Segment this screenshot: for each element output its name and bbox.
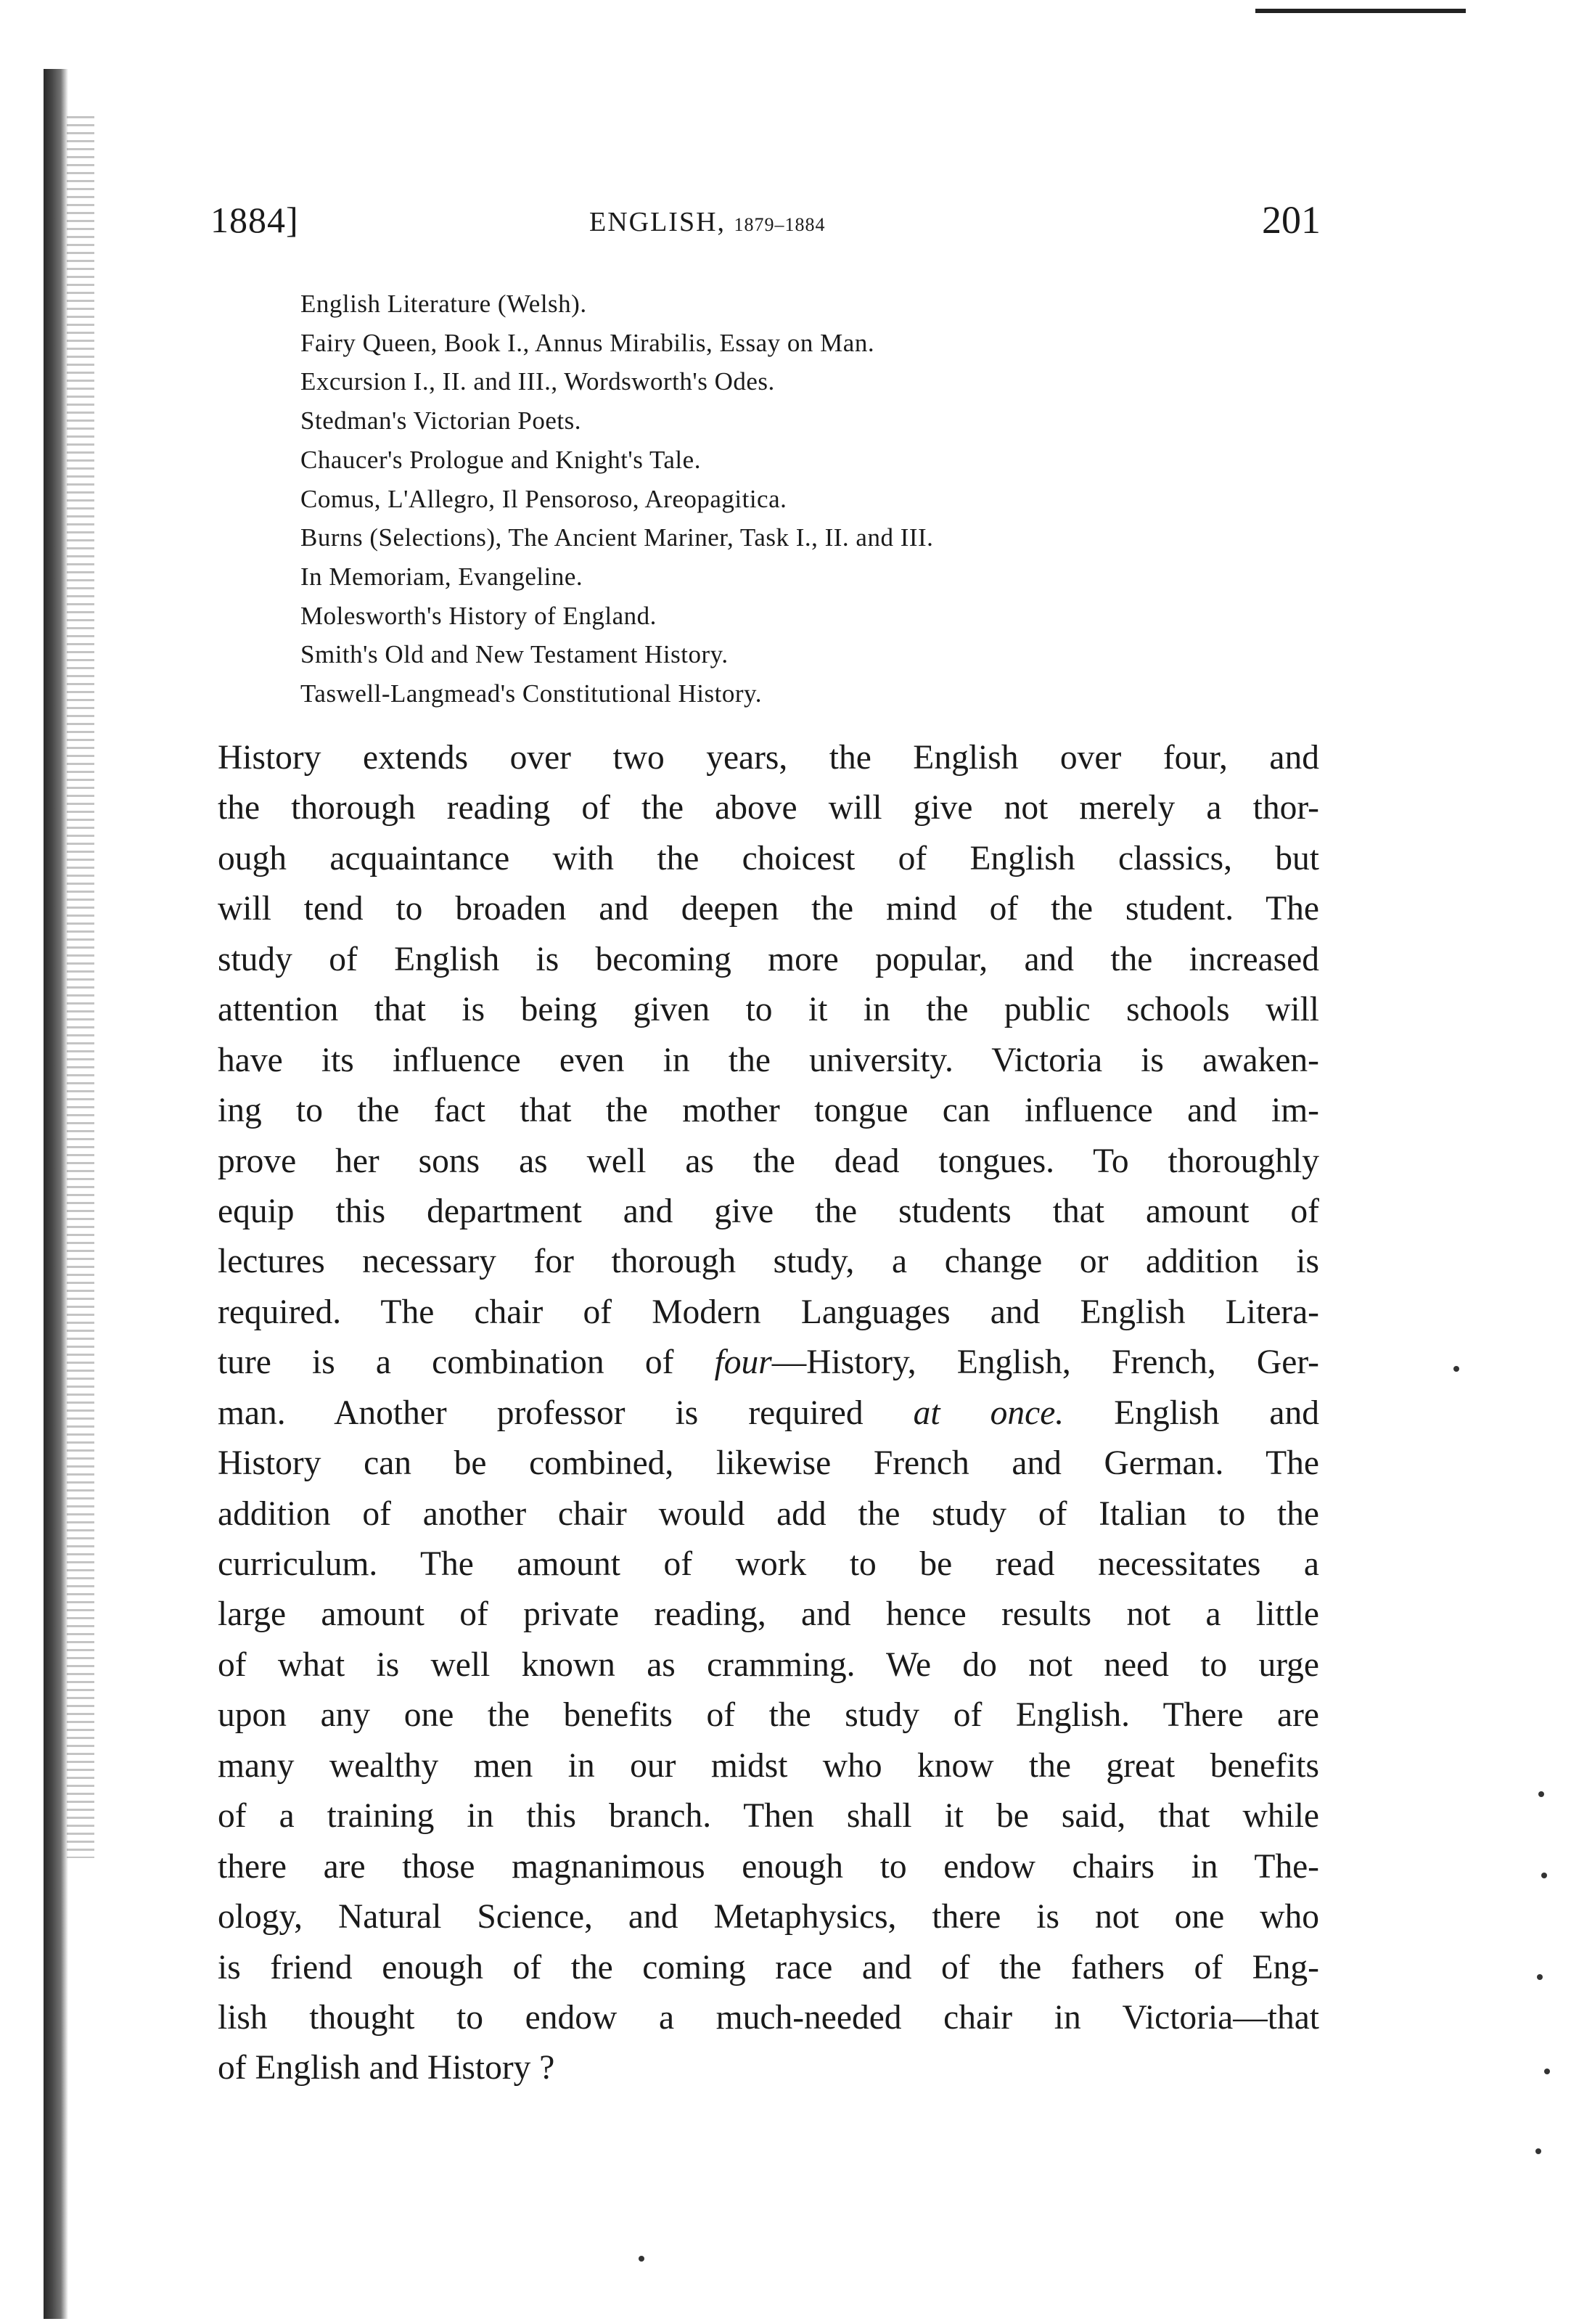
- running-head-dates: 1879–1884: [734, 214, 826, 235]
- paragraph-line: the thorough reading of the above will give not merely a thor-: [218, 789, 1319, 827]
- paragraph-line: curriculum. The amount of work to be read necessitates a: [218, 1545, 1319, 1583]
- paragraph-line: many wealthy men in our midst who know the great benefits: [218, 1746, 1319, 1785]
- reading-list-item: In Memoriam, Evangeline.: [300, 562, 583, 591]
- paragraph-line: History can be combined, likewise French and German. The: [218, 1444, 1319, 1483]
- paragraph-line: addition of another chair would add the study of Italian to the: [218, 1494, 1319, 1533]
- margin-speck: [639, 2256, 644, 2262]
- paragraph-line: lish thought to endow a much-needed chair in Victoria—that: [218, 1998, 1319, 2037]
- reading-list-item: Stedman's Victorian Poets.: [300, 406, 581, 435]
- paragraph-line: ology, Natural Science, and Metaphysics, there is not one who: [218, 1898, 1319, 1936]
- line-text: man. Another professor is required: [218, 1394, 914, 1432]
- running-head-title: [589, 206, 826, 238]
- paragraph-line: study of English is becoming more popular, and the increased: [218, 940, 1319, 978]
- page-number: 201: [1262, 198, 1321, 242]
- paragraph-line: will tend to broaden and deepen the mind of the student. The: [218, 890, 1319, 928]
- paragraph-line: History extends over two years, the English over four, and: [218, 739, 1319, 777]
- reading-list-item: Burns (Selections), The Ancient Mariner, Task I., II. and III.: [300, 523, 934, 552]
- paragraph-line: of a training in this branch. Then shall it be said, that while: [218, 1797, 1319, 1836]
- reading-list: [300, 285, 933, 713]
- reading-list-item: Taswell-Langmead's Constitutional History.: [300, 679, 762, 708]
- reading-list-item: Molesworth's History of England.: [300, 601, 657, 630]
- reading-list-item: Comus, L'Allegro, Il Pensoroso, Areopagitica.: [300, 484, 787, 513]
- paragraph-line: [218, 1338, 1319, 1388]
- margin-speck: [1535, 2148, 1541, 2154]
- margin-speck: [1453, 1366, 1459, 1372]
- paragraph-last-line: of English and History ?: [218, 2049, 555, 2087]
- reading-list-item: Excursion I., II. and III., Wordsworth's Odes.: [300, 367, 775, 396]
- paragraph-line: ough acquaintance with the choicest of English classics, but: [218, 839, 1319, 877]
- paragraph-line: [218, 1388, 1319, 1439]
- paragraph-line: of what is well known as cramming. We do not need to urge: [218, 1645, 1319, 1684]
- running-head-year: 1884]: [210, 200, 299, 240]
- paragraph-line: lectures necessary for thorough study, a change or addition is: [218, 1243, 1319, 1281]
- italic-emphasis: four: [714, 1343, 772, 1382]
- paragraph-line: required. The chair of Modern Languages and English Litera-: [218, 1293, 1319, 1331]
- margin-speck: [1537, 1974, 1543, 1980]
- paragraph-line: attention that is being given to it in the public schools will: [218, 991, 1319, 1029]
- reading-list-item: Smith's Old and New Testament History.: [300, 640, 729, 669]
- reading-list-item: Chaucer's Prologue and Knight's Tale.: [300, 445, 701, 474]
- margin-speck: [1541, 1873, 1547, 1878]
- paragraph-line: prove her sons as well as the dead tongues. To thoroughly: [218, 1142, 1319, 1180]
- paragraph-line: equip this department and give the students that amount of: [218, 1192, 1319, 1230]
- margin-speck: [1544, 2069, 1550, 2074]
- paragraph-line: have its influence even in the university. Victoria is awaken-: [218, 1041, 1319, 1079]
- line-text: ture is a combination of: [218, 1343, 715, 1382]
- running-head: [210, 190, 1321, 248]
- book-binding-shadow: [44, 69, 68, 2319]
- reading-list-item: English Literature (Welsh).: [300, 290, 587, 318]
- reading-list-item: Fairy Queen, Book I., Annus Mirabilis, Essay on Man.: [300, 328, 875, 357]
- line-text: English and: [1064, 1394, 1319, 1432]
- body-paragraph: [218, 733, 1319, 2094]
- scan-top-rule: [1255, 9, 1466, 13]
- paragraph-line: there are those magnanimous enough to endow chairs in The-: [218, 1847, 1319, 1886]
- line-text: —History, English, French, Ger-: [771, 1343, 1320, 1382]
- margin-speck: [1538, 1791, 1544, 1797]
- italic-emphasis: at once.: [913, 1394, 1065, 1432]
- binding-edge-speckle: [67, 116, 94, 1858]
- paragraph-line: large amount of private reading, and hence results not a little: [218, 1595, 1319, 1634]
- paragraph-line: upon any one the benefits of the study of English. There are: [218, 1696, 1319, 1735]
- running-head-title-text: ENGLISH,: [589, 207, 726, 237]
- paragraph-line: ing to the fact that the mother tongue can influence and im-: [218, 1092, 1319, 1130]
- paragraph-line: is friend enough of the coming race and of the fathers of Eng-: [218, 1948, 1319, 1987]
